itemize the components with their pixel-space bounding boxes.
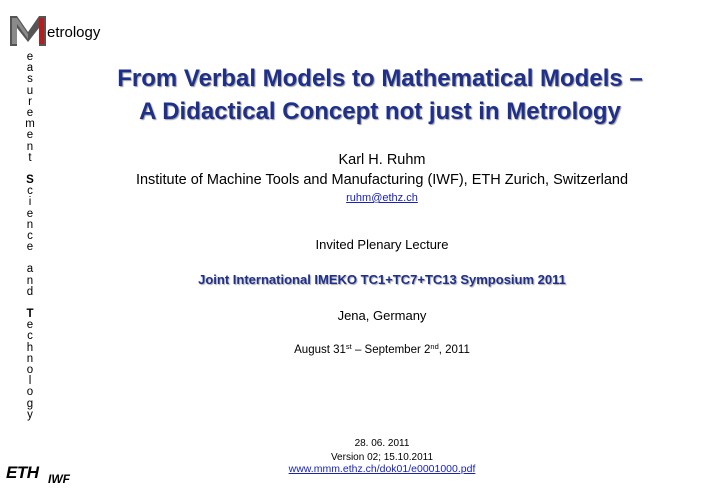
event-dates: August 31st – September 2nd, 2011 [294, 342, 470, 356]
author-name: Karl H. Ruhm [338, 152, 426, 168]
side-letter: g [26, 397, 34, 410]
side-letter: T [26, 308, 34, 321]
side-letter: e [26, 129, 34, 142]
side-letter: u [26, 84, 34, 97]
event-location: Jena, Germany [337, 308, 427, 323]
side-letter: S [26, 174, 34, 187]
side-letter: n [26, 140, 34, 153]
side-letter: l [28, 375, 32, 388]
release-date: 28. 06. 2011 [354, 438, 410, 449]
side-letter: o [26, 386, 34, 399]
side-letter: n [26, 352, 34, 365]
side-letter: e [26, 319, 34, 332]
side-letter: r [28, 95, 32, 108]
side-letter: o [26, 364, 34, 377]
side-letter: e [26, 51, 34, 63]
side-letter: t [28, 151, 32, 164]
side-letter: i [28, 196, 32, 209]
side-letter: a [26, 263, 34, 276]
side-letter: e [26, 241, 34, 254]
title-line-2: A Didactical Concept not just in Metrology [139, 98, 621, 125]
metrology-m-logo [8, 14, 48, 48]
side-letter: n [26, 274, 34, 287]
lecture-type: Invited Plenary Lecture [315, 237, 449, 252]
side-letter: m [25, 118, 35, 131]
author-institute: Institute of Machine Tools and Manufacturing (IWF), ETH Zurich, Switzerland [135, 172, 629, 188]
version-info: Version 02; 15.10.2011 [330, 452, 434, 463]
side-letter: y [27, 408, 33, 421]
eth-logo: ETH [6, 463, 39, 482]
iwf-logo: IWF [48, 472, 70, 486]
side-letter: c [27, 185, 33, 198]
logo-text: etrology [47, 24, 101, 41]
side-letter: c [27, 330, 33, 343]
side-vertical-text [23, 52, 37, 421]
side-letter: h [26, 341, 34, 354]
side-letter: e [26, 107, 34, 120]
title-line-1: From Verbal Models to Mathematical Models – [117, 65, 643, 92]
author-email-link[interactable]: ruhm@ethz.ch [346, 192, 418, 204]
document-link[interactable]: www.mmm.ethz.ch/dok01/e0001000.pdf [288, 463, 476, 475]
side-letter: e [26, 207, 34, 220]
page-title [70, 62, 690, 128]
side-letter: n [26, 218, 34, 231]
side-letter: a [26, 62, 34, 75]
side-letter: c [27, 230, 33, 243]
side-letter: s [27, 73, 33, 86]
symposium-name: Joint International IMEKO TC1+TC7+TC13 Symposium 2011 [198, 272, 566, 287]
side-letter: d [26, 285, 34, 298]
